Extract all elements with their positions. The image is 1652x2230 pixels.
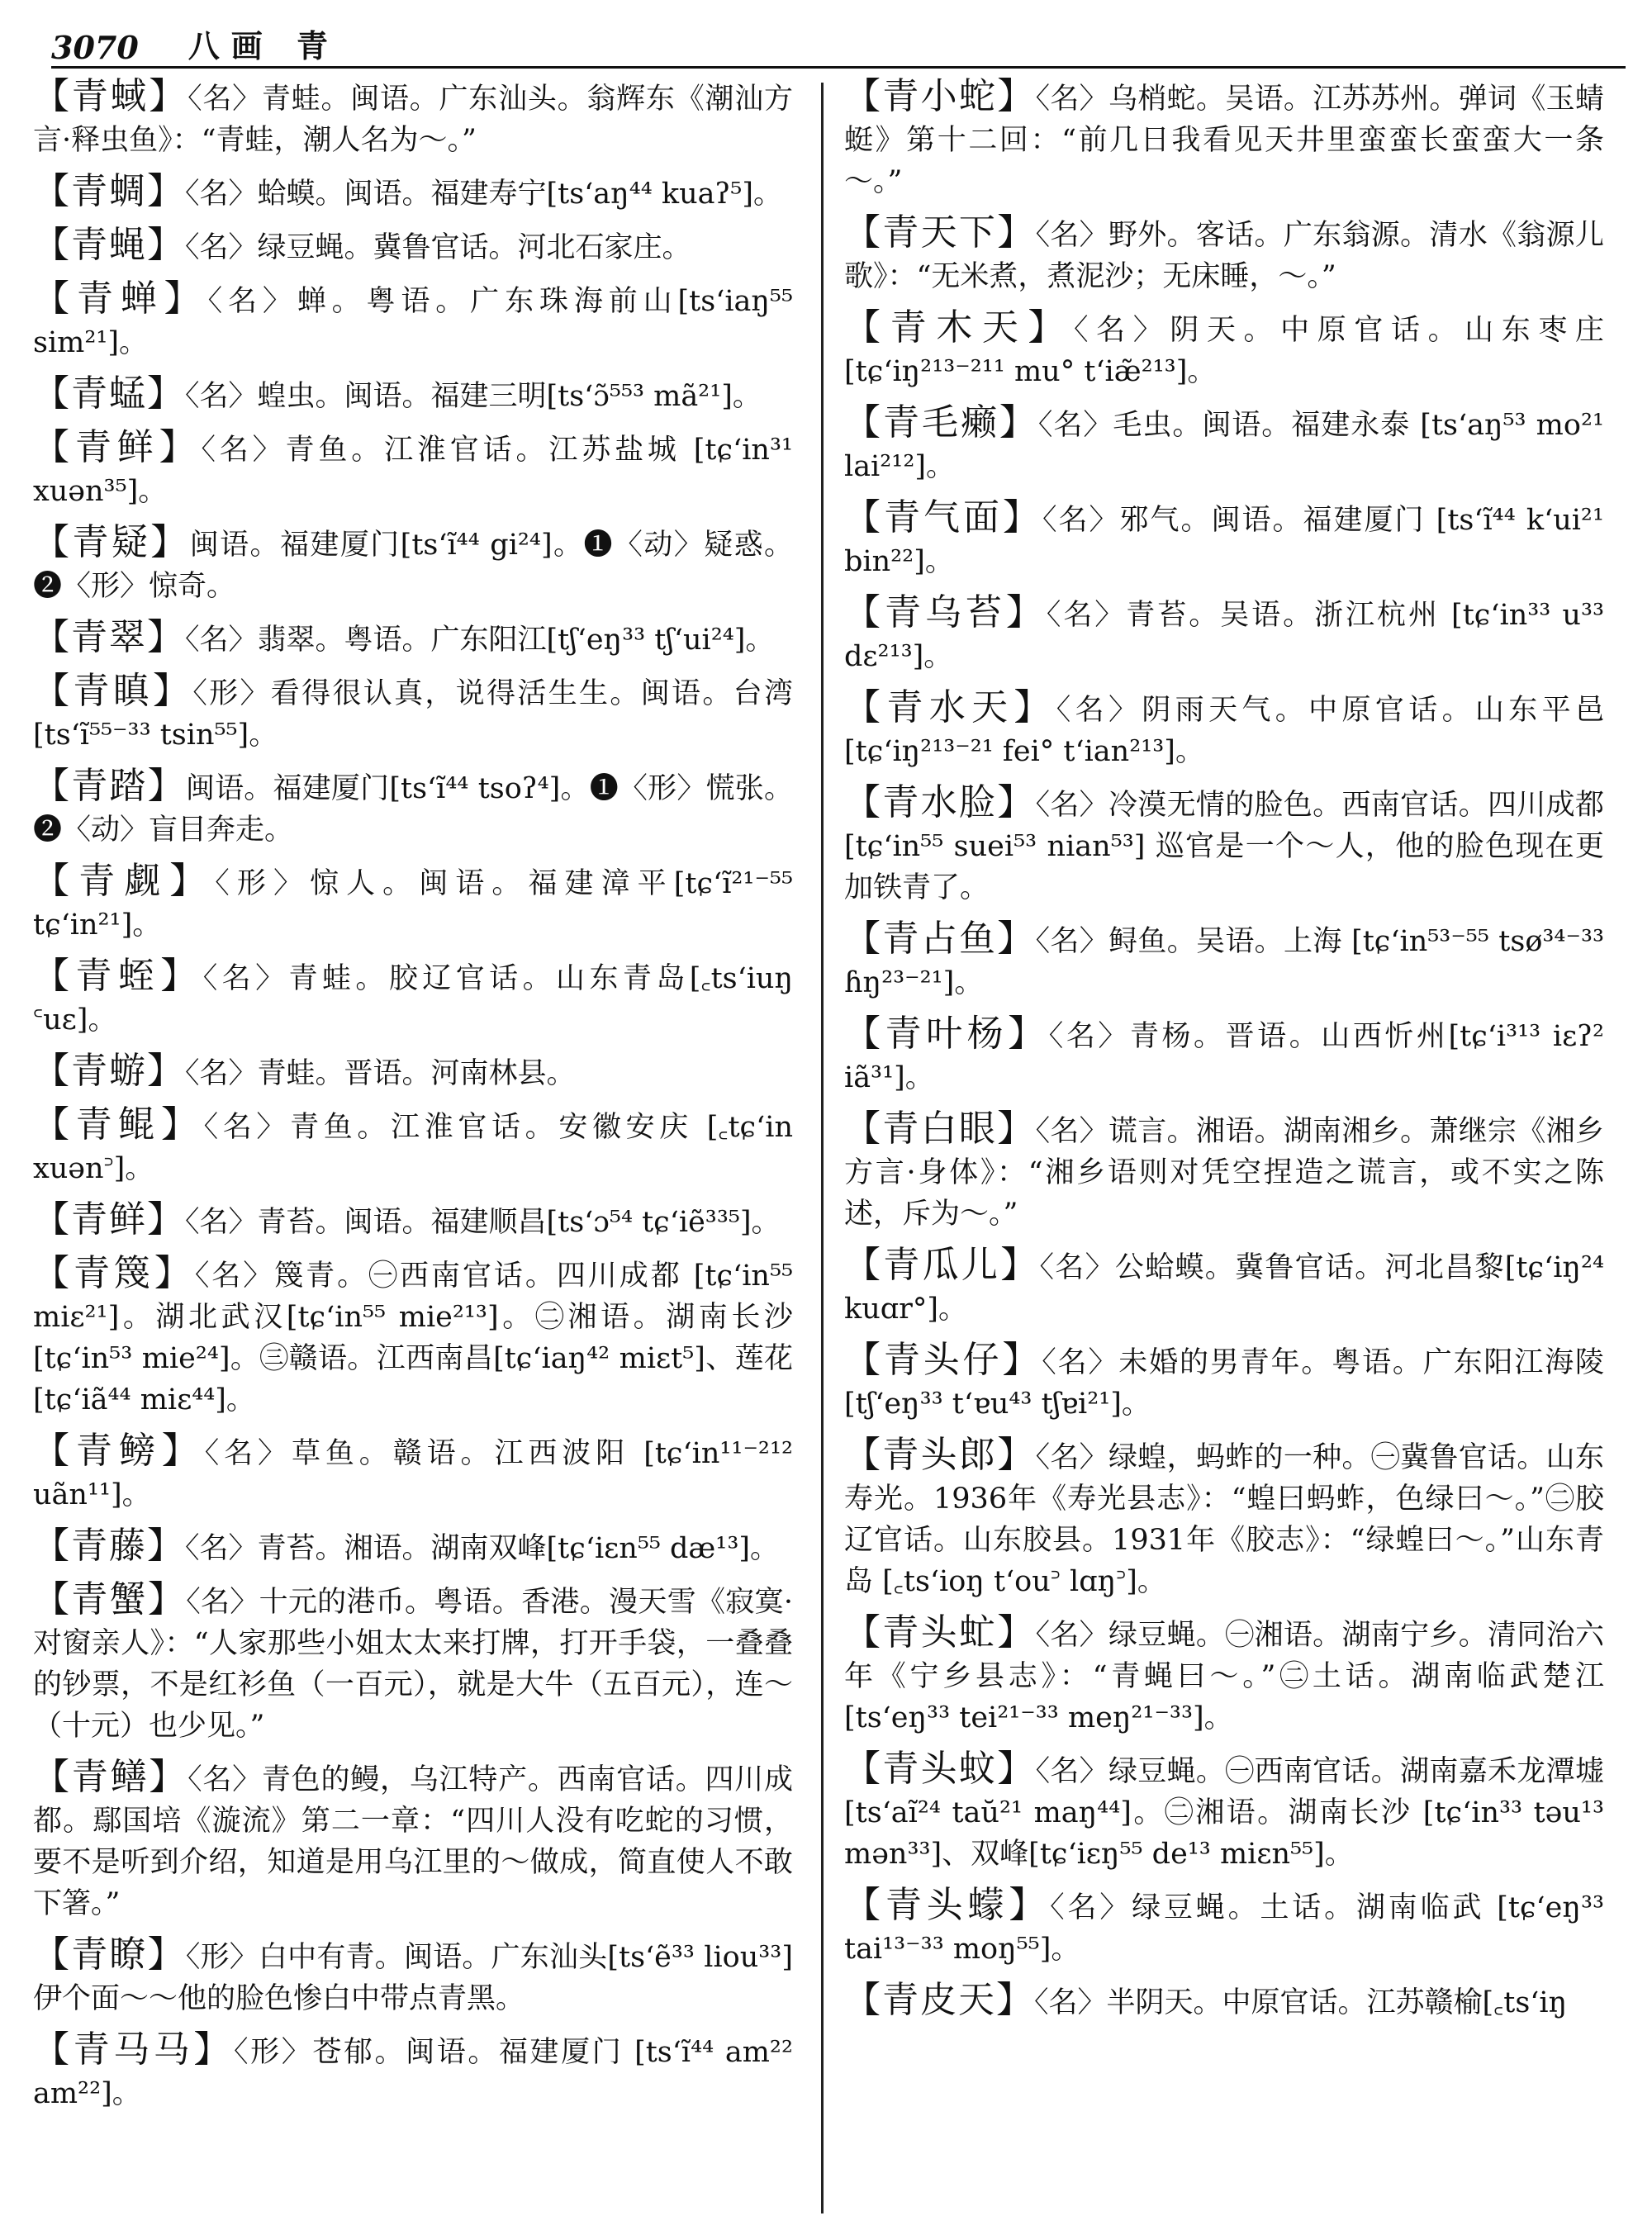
- entry-headword: 【青觑】: [33, 860, 216, 902]
- dictionary-entry: [33, 1525, 793, 1569]
- entry-headword: 【青头虻】: [844, 1611, 1036, 1654]
- entry-definition: 闽语。福建厦门[ts‘ĩ⁴⁴ tsoʔ⁴]。❶〈形〉慌张。❷〈动〉盲目奔走。: [33, 772, 793, 847]
- entry-headword: 【青白眼】: [844, 1108, 1036, 1150]
- page-number: 3070: [51, 29, 139, 66]
- entry-definition: 〈名〉青苔。湘语。湖南双峰[tɕ‘iɛn⁵⁵ dæ¹³]。: [185, 1532, 780, 1565]
- dictionary-entry: [844, 402, 1604, 487]
- entry-definition: 〈形〉惊人。闽语。福建漳平[tɕ‘ĩ²¹⁻⁵⁵ tɕ‘in²¹]。: [33, 867, 793, 942]
- dictionary-entry: [33, 225, 793, 268]
- dictionary-entry: [844, 307, 1604, 392]
- dictionary-entry: [844, 1748, 1604, 1875]
- entry-definition: 〈名〉篾青。㊀西南官话。四川成都 [tɕ‘in⁵⁵ miɛ²¹]。湖北武汉[tɕ‘in⁵⁵ mie²¹³]。㊁湘语。湖南长沙[tɕ‘in⁵³ mie²⁴]。㊂赣语。江西南昌[tɕ‘iaŋ⁴² miɛt⁵]、莲花[tɕ‘iã⁴⁴ miɛ⁴⁴]。: [33, 1260, 793, 1416]
- entry-definition: 闽语。福建厦门[ts‘ĩ⁴⁴ gi²⁴]。❶〈动〉疑惑。❷〈形〉惊奇。: [33, 529, 793, 603]
- entry-headword: 【青蜩】: [33, 170, 185, 212]
- entry-headword: 【青头蚊】: [844, 1748, 1036, 1790]
- entry-definition: 〈形〉白中有青。闽语。广东汕头[ts‘ẽ³³ liou³³] 伊个面～～他的脸色惨白中带点青黑。: [33, 1941, 793, 2015]
- dictionary-entry: [33, 522, 793, 607]
- entry-definition: 〈名〉青蛙。胶辽官话。山东青岛[꜀ts‘iuŋ ꜂uɛ]。: [33, 962, 793, 1037]
- entry-headword: 【青瞋】: [33, 670, 193, 712]
- dictionary-entry: [844, 1980, 1604, 2024]
- dictionary-entry: [33, 278, 793, 363]
- entry-definition: 〈名〉邪气。闽语。福建厦门 [ts‘ĩ⁴⁴ k‘ui²¹ bin²²]。: [844, 504, 1604, 578]
- entry-definition: 〈名〉蛤蟆。闽语。福建寿宁[ts‘aŋ⁴⁴ kuaʔ⁵]。: [185, 178, 782, 211]
- entry-definition: 〈名〉谎言。湘语。湖南湘乡。萧继宗《湘乡方言·身体》：“湘乡语则对凭空捏造之谎言，或不实之陈述，斥为～。”: [844, 1115, 1604, 1231]
- dictionary-entry: [33, 373, 793, 417]
- entry-headword: 【青蛭】: [33, 955, 203, 997]
- dictionary-entry: [33, 171, 793, 215]
- entry-definition: 〈名〉青鱼。江淮官话。安徽安庆 [꜀tɕ‘in xuən꜄]。: [33, 1111, 793, 1185]
- entry-definition: 〈名〉野外。客话。广东翁源。清水《翁源儿歌》：“无米煮，煮泥沙；无床睡，～。”: [844, 219, 1604, 293]
- entry-headword: 【青头仔】: [844, 1339, 1042, 1381]
- entry-definition: 〈名〉毛虫。闽语。福建永泰 [ts‘aŋ⁵³ mo²¹ lai²¹²]。: [844, 409, 1604, 483]
- entry-definition: 〈名〉蝉。粤语。广东珠海前山[ts‘iaŋ⁵⁵ sim²¹]。: [33, 285, 793, 359]
- entry-definition: 〈名〉青杨。晋语。山西忻州[tɕ‘i³¹³ iɛʔ² iã³¹]。: [844, 1020, 1604, 1094]
- entry-headword: 【青踏】: [33, 765, 186, 807]
- dictionary-entry: [33, 1051, 793, 1094]
- entry-definition: 〈名〉冷漠无情的脸色。西南官话。四川成都[tɕ‘in⁵⁵ suei⁵³ nian⁵³] 巡官是一个～人，他的脸色现在更加铁青了。: [844, 789, 1604, 904]
- entry-headword: 【青占鱼】: [844, 918, 1036, 960]
- entry-definition: 〈名〉阴天。中原官话。山东枣庄[tɕ‘iŋ²¹³⁻²¹¹ mu° t‘iæ̃²¹³]。: [844, 314, 1604, 388]
- dictionary-entry: [844, 76, 1604, 202]
- entry-headword: 【青蝣】: [33, 1050, 185, 1092]
- entry-definition: 〈名〉绿蝗，蚂蚱的一种。㊀冀鲁官话。山东寿光。1936年《寿光县志》：“蝗曰蚂蚱，色绿曰～。”㊁胶辽官话。山东胶县。1931年《胶志》：“绿蝗曰～。”山东青岛 [꜀ts‘ioŋ t‘ou꜄ lɑŋ꜄]。: [844, 1441, 1604, 1598]
- entry-definition: 〈名〉蝗虫。闽语。福建三明[ts‘ɔ̃⁵⁵³ mã²¹]。: [185, 380, 762, 413]
- dictionary-entry: [33, 671, 793, 756]
- dictionary-entry: [33, 617, 793, 661]
- dictionary-entry: [844, 918, 1604, 1004]
- section-label: 八画 青: [188, 27, 339, 64]
- dictionary-entry: [33, 1199, 793, 1243]
- entry-definition: 〈名〉十元的港币。粤语。香港。漫天雪《寂寞·对窗亲人》：“人家那些小姐太太来打牌，打开手袋，一叠叠的钞票，不是红衫鱼（一百元），就是大牛（五百元），连～（十元）也少见。”: [33, 1586, 793, 1743]
- entry-headword: 【青气面】: [844, 496, 1043, 539]
- dictionary-entry: [33, 1757, 793, 1924]
- dictionary-entry: [844, 212, 1604, 297]
- dictionary-entry: [33, 1934, 793, 2019]
- entry-headword: 【青蝉】: [33, 278, 208, 320]
- dictionary-entry: [33, 1431, 793, 1516]
- entry-headword: 【青水天】: [844, 686, 1056, 728]
- entry-headword: 【青鳝】: [33, 1756, 188, 1798]
- entry-definition: 〈名〉绿豆蝇。㊀湘语。湖南宁乡。清同治六年《宁乡县志》：“青蝇曰～。”㊁土话。湖南临武楚江 [ts‘eŋ³³ tei²¹⁻³³ meŋ²¹⁻³³]。: [844, 1619, 1604, 1734]
- entry-definition: 〈名〉青苔。闽语。福建顺昌[ts‘ɔ⁵⁴ tɕ‘iẽ³³⁵]。: [185, 1206, 781, 1239]
- entry-definition: 〈名〉青鱼。江淮官话。江苏盐城 [tɕ‘in³¹ xuən³⁵]。: [33, 434, 793, 508]
- dictionary-entry: [33, 2029, 793, 2114]
- right-column: [844, 76, 1604, 2223]
- entry-headword: 【青蜮】: [33, 76, 188, 117]
- entry-definition: 〈名〉青色的鳗，乌江特产。西南官话。四川成都。鄢国培《漩流》第二一章：“四川人没有吃蛇的习惯，要不是听到介绍，知道是用乌江里的～做成，简直使人不敢下箸。”: [33, 1763, 793, 1920]
- dictionary-entry: [844, 782, 1604, 909]
- entry-headword: 【青乌苔】: [844, 591, 1047, 633]
- entry-headword: 【青鲜】: [33, 1198, 185, 1241]
- dictionary-entry: [33, 1104, 793, 1189]
- entry-headword: 【青蟹】: [33, 1578, 187, 1620]
- dictionary-entry: [844, 1245, 1604, 1330]
- entry-definition: 〈形〉看得很认真，说得活生生。闽语。台湾[ts‘ĩ⁵⁵⁻³³ tsin⁵⁵]。: [33, 677, 793, 752]
- entry-headword: 【青瞭】: [33, 1933, 186, 1976]
- entry-definition: 〈名〉阴雨天气。中原官话。山东平邑[tɕ‘iŋ²¹³⁻²¹ fei° t‘ian²¹³]。: [844, 694, 1604, 768]
- dictionary-entry: [33, 861, 793, 946]
- entry-headword: 【青疑】: [33, 521, 190, 563]
- dictionary-entry: [844, 687, 1604, 772]
- entry-headword: 【青翠】: [33, 616, 185, 658]
- entry-headword: 【青皮天】: [844, 1979, 1034, 2021]
- dictionary-entry: [844, 1108, 1604, 1235]
- dictionary-entry: [844, 1013, 1604, 1098]
- entry-headword: 【青叶杨】: [844, 1013, 1049, 1055]
- entry-definition: 〈名〉半阴天。中原官话。江苏赣榆[꜀ts‘iŋ: [1034, 1986, 1568, 2019]
- entry-definition: 〈名〉翡翠。粤语。广东阳江[tʃ‘eŋ³³ tʃ‘ui²⁴]。: [185, 624, 775, 657]
- dictionary-entry: [33, 956, 793, 1041]
- dictionary-entry: [844, 497, 1604, 582]
- dictionary-entry: [33, 1253, 793, 1421]
- entry-definition: 〈名〉青蛙。闽语。广东汕头。翁辉东《潮汕方言·释虫鱼》：“青蛙，潮人名为～。”: [33, 83, 793, 157]
- entry-definition: 〈名〉青蛙。晋语。河南林县。: [185, 1057, 576, 1090]
- entry-definition: 〈名〉草鱼。赣语。江西波阳 [tɕ‘in¹¹⁻²¹² uãn¹¹]。: [33, 1437, 793, 1511]
- entry-definition: 〈名〉青苔。吴语。浙江杭州 [tɕ‘in³³ u³³ dɛ²¹³]。: [844, 599, 1604, 673]
- entry-headword: 【青鲲】: [33, 1103, 204, 1146]
- entry-headword: 【青鲜】: [33, 426, 202, 468]
- entry-definition: 〈名〉公蛤蟆。冀鲁官话。河北昌黎[tɕ‘iŋ²⁴ kuɑr°]。: [844, 1251, 1604, 1326]
- entry-definition: 〈名〉未婚的男青年。粤语。广东阳江海陵 [tʃ‘eŋ³³ t‘ɐu⁴³ tʃɐi²¹]。: [844, 1346, 1604, 1421]
- page-header: [51, 15, 1626, 69]
- entry-headword: 【青天下】: [844, 211, 1036, 254]
- entry-headword: 【青木天】: [844, 306, 1075, 349]
- dictionary-entry: [33, 1579, 793, 1747]
- entry-headword: 【青鳑】: [33, 1430, 205, 1472]
- entry-definition: 〈形〉苍郁。闽语。福建厦门 [ts‘ĩ⁴⁴ am²² am²²]。: [33, 2036, 793, 2110]
- dictionary-entry: [844, 592, 1604, 677]
- left-column: [33, 76, 793, 2223]
- dictionary-entry: [844, 1612, 1604, 1739]
- entry-definition: 〈名〉绿豆蝇。冀鲁官话。河北石家庄。: [185, 231, 691, 264]
- entry-headword: 【青蝇】: [33, 224, 185, 266]
- entry-definition: 〈名〉乌梢蛇。吴语。江苏苏州。弹词《玉蜻蜓》第十二回：“前几日我看见天井里蛮蛮长蛮蛮大一条～。”: [844, 83, 1604, 198]
- dictionary-entry: [844, 1885, 1604, 1970]
- entry-headword: 【青篾】: [33, 1252, 195, 1294]
- entry-definition: 〈名〉绿豆蝇。㊀西南官话。湖南嘉禾龙潭墟[ts‘aĩ²⁴ taŭ²¹ maŋ⁴⁴]。㊁湘语。湖南长沙 [tɕ‘in³³ təu¹³ mən³³]、双峰[tɕ‘iɛŋ⁵⁵ de¹³ miɛn⁵⁵]。: [844, 1755, 1604, 1871]
- entry-headword: 【青头郎】: [844, 1434, 1036, 1476]
- column-divider: [821, 83, 824, 2213]
- entry-headword: 【青小蛇】: [844, 76, 1036, 117]
- entry-headword: 【青毛癞】: [844, 401, 1038, 444]
- dictionary-entry: [844, 1340, 1604, 1425]
- entry-headword: 【青瓜儿】: [844, 1244, 1040, 1286]
- dictionary-entry: [33, 76, 793, 161]
- entry-headword: 【青藤】: [33, 1525, 185, 1567]
- entry-definition: 〈名〉鲟鱼。吴语。上海 [tɕ‘in⁵³⁻⁵⁵ tsø³⁴⁻³³ ɦŋ²³⁻²¹]。: [844, 925, 1604, 999]
- dictionary-entry: [844, 1435, 1604, 1602]
- dictionary-entry: [33, 427, 793, 512]
- entry-definition: 〈名〉绿豆蝇。土话。湖南临武 [tɕ‘eŋ³³ tai¹³⁻³³ moŋ⁵⁵]。: [844, 1891, 1604, 1966]
- entry-headword: 【青蜢】: [33, 372, 185, 415]
- entry-headword: 【青马马】: [33, 2028, 235, 2071]
- entry-headword: 【青水脸】: [844, 781, 1036, 823]
- entry-headword: 【青头蠓】: [844, 1884, 1051, 1926]
- dictionary-entry: [33, 766, 793, 851]
